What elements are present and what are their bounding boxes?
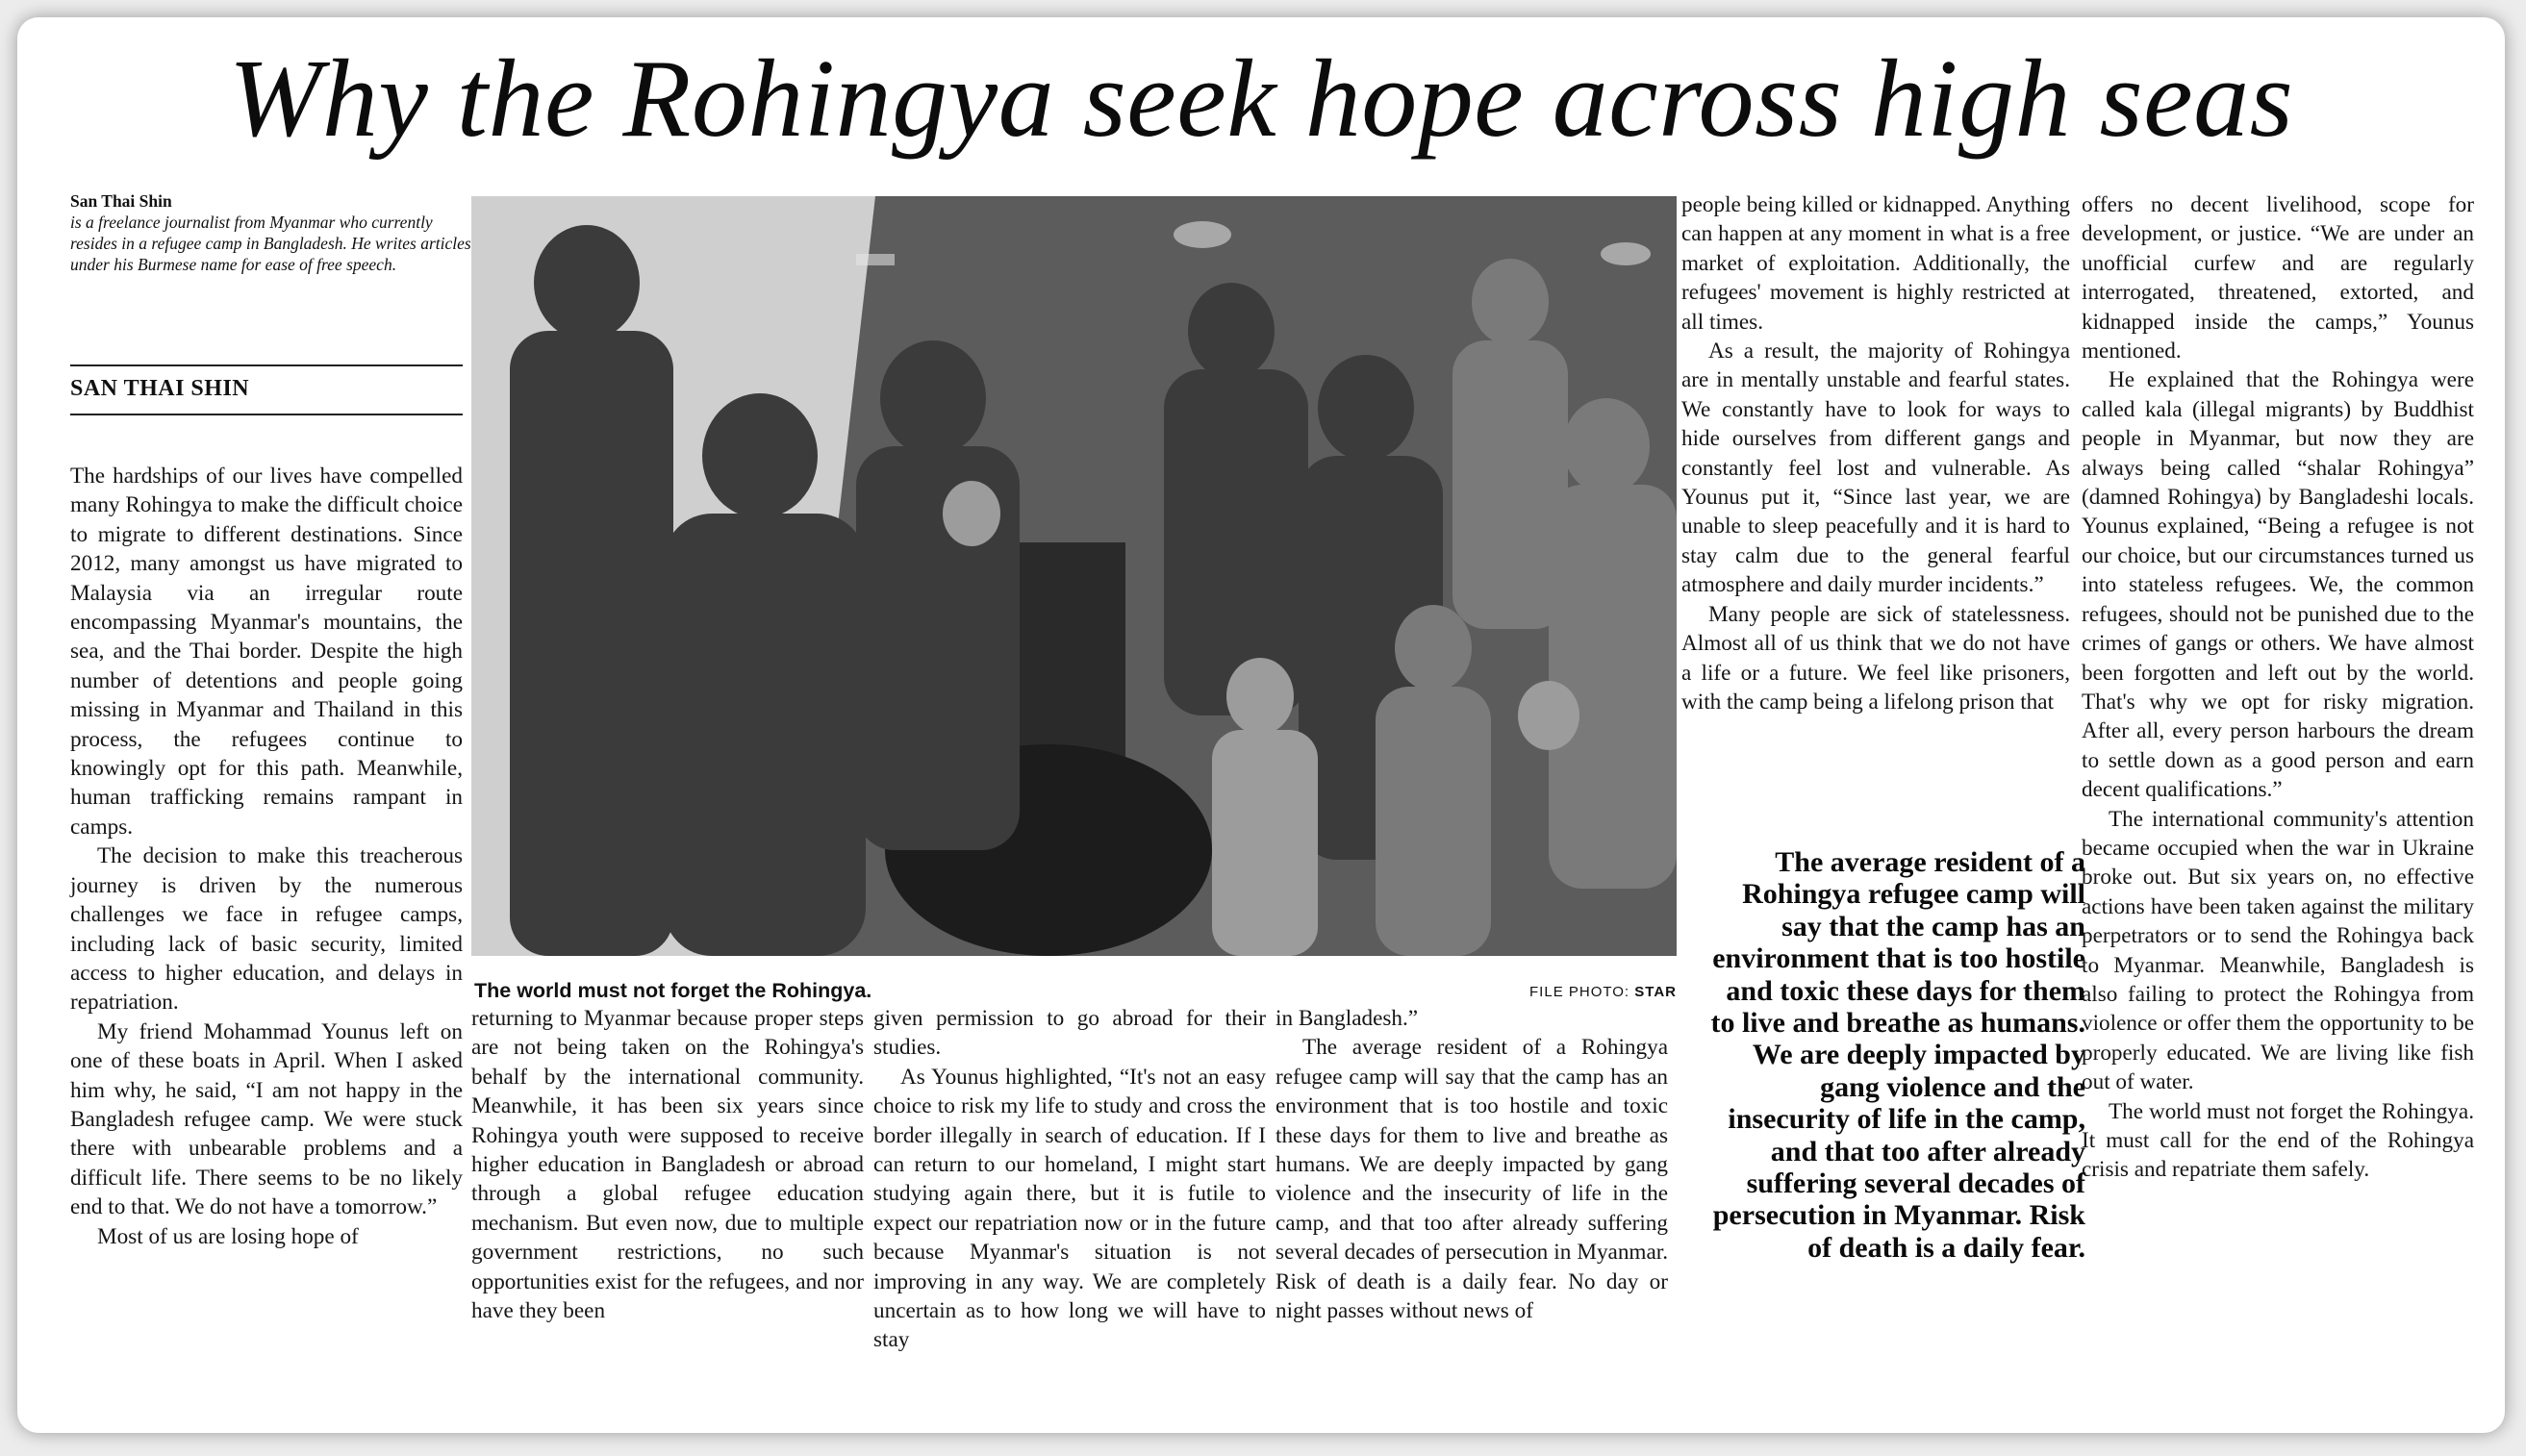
paragraph: He explained that the Rohingya were called kala (illegal migrants) by Buddhist people in Myanmar, but now they are always being called “shalar Rohingya” (damned Rohingya) by Bangladeshi locals. Younus explained, “Being a refugee is not our choice, but our circumstances turned us into stateless refugees. We, the common refugees, should not be punished due to the crimes of gangs or others. We have almost been forgotten and left out by the world. That's why we opt for risky migration. After all, every person harbours the dream to settle down as a good person and earn decent qualifications.”: [2082, 367, 2474, 803]
paragraph: returning to Myanmar because proper steps are not being taken on the Rohingya's behalf by the international community. Meanwhile, it has been six years since Rohingya youth were supposed to receive higher education in Bangladesh or abroad through a global refugee education mechanism. But even now, due to multiple government restrictions, no such opportunities exist for the refugees, and nor have they been: [471, 1006, 864, 1324]
paragraph: As a result, the majority of Rohingya are in mentally unstable and fearful states. We constantly have to look for ways to hide ourselves from different gangs and constantly feel lost and vulnerable. As Younus put it, “Since last year, we are unable to sleep peacefully and it is hard to stay calm due to the general fearful atmosphere and daily murder incidents.”: [1681, 339, 2070, 598]
newspaper-clipping: [17, 17, 2505, 1433]
paragraph: The average resident of a Rohingya refugee camp will say that the camp has an environment that is too hostile and toxic these days for them to live and breathe as humans. We are deeply impacted by gang violence and the insecurity of life in the camp, and that too after already suffering several decades of persecution in Myanmar. Risk of death is a daily fear. No day or night passes without news of: [1276, 1035, 1668, 1324]
paragraph: people being killed or kidnapped. Anything can happen at any moment in what is a free market of exploitation. Additionally, the refugees' movement is highly restricted at all times.: [1681, 192, 2070, 335]
photo-credit-source: STAR: [1634, 984, 1677, 1000]
column-4: [1276, 1004, 1668, 1325]
paragraph: in Bangladesh.”: [1276, 1006, 1419, 1031]
column-2: [471, 1004, 864, 1325]
author-description: is a freelance journalist from Myanmar who currently resides in a refugee camp in Bangladesh. He writes articles under his Burmese name for ease of free speech.: [70, 213, 471, 274]
paragraph: The international community's attention became occupied when the war in Ukraine broke out. But six years on, no effective actions have been taken against the military perpetrators or to send the Rohingya back to Myanmar. Meanwhile, Bangladesh is also failing to protect the Rohingya from violence or offer them the opportunity to be properly educated. We are living like fish out of water.: [2082, 806, 2474, 1095]
author-name: San Thai Shin: [70, 191, 172, 211]
paragraph: As Younus highlighted, “It's not an easy choice to risk my life to study and cross the border illegally in search of education. If I can return to our homeland, I might start studying again there, but it is futile to expect our repatriation now or in the future because Myanmar's situation is not improving in any way. We are completely uncertain as to how long we will have to stay: [873, 1064, 1266, 1353]
column-3: [873, 1004, 1266, 1355]
paragraph: Many people are sick of statelessness. Almost all of us think that we do not have a life or a future. We feel like prisoners, with the camp being a lifelong prison that: [1681, 601, 2070, 715]
byline-rule-bottom: [70, 414, 463, 415]
photo-credit: [1529, 984, 1677, 1000]
column-5: [1681, 190, 2070, 716]
paragraph: Most of us are losing hope of: [97, 1223, 359, 1249]
byline-rule-top: [70, 364, 463, 366]
refugee-boarding-photo-illustration: [471, 196, 1677, 956]
paragraph: The decision to make this treacherous journey is driven by the numerous challenges we face in refugee camps, including lack of basic security, limited access to higher education, and delays in repatriation.: [70, 843, 463, 1016]
byline: SAN THAI SHIN: [70, 376, 250, 401]
news-photo: [471, 196, 1677, 956]
headline: Why the Rohingya seek hope across high seas: [228, 38, 2294, 161]
paragraph: offers no decent livelihood, scope for development, or justice. “We are under an unofficial curfew and are regularly interrogated, threatened, extorted, and kidnapped inside the camps,” Younus mentioned.: [2082, 192, 2474, 364]
column-6: [2082, 190, 2474, 1185]
paragraph: The world must not forget the Rohingya. It must call for the end of the Rohingya crisis and repatriate them safely.: [2082, 1098, 2474, 1183]
paragraph: My friend Mohammad Younus left on one of these boats in April. When I asked him why, he said, “I am not happy in the Bangladesh refugee camp. We were stuck there with unbearable problems and a difficult life. There seems to be no likely end to that. We do not have a tomorrow.”: [70, 1018, 463, 1220]
photo-caption: The world must not forget the Rohingya.: [474, 979, 872, 1002]
paragraph: given permission to go abroad for their studies.: [873, 1006, 1266, 1061]
photo-credit-prefix: FILE PHOTO:: [1529, 984, 1635, 1000]
pull-quote: The average resident of a Rohingya refugee camp will say that the camp has an environment that is too hostile and toxic these days for them to live and breathe as humans. We are deeply impacted by gang violence and the insecurity of life in the camp, and that too after already suffering several decades of persecution in Myanmar. Risk of death is a daily fear.: [1710, 846, 2085, 1264]
author-bio-block: [70, 190, 474, 275]
paragraph: The hardships of our lives have compelled many Rohingya to make the difficult choice to migrate to different destinations. Since 2012, many amongst us have migrated to Malaysia via an irregular route encompassing Myanmar's mountains, the sea, and the Thai border. Despite the high number of detentions and people going missing in Myanmar and Thailand in this process, the refugees continue to knowingly opt for this path. Meanwhile, human trafficking remains rampant in camps.: [70, 464, 463, 840]
column-1: [70, 462, 463, 1251]
